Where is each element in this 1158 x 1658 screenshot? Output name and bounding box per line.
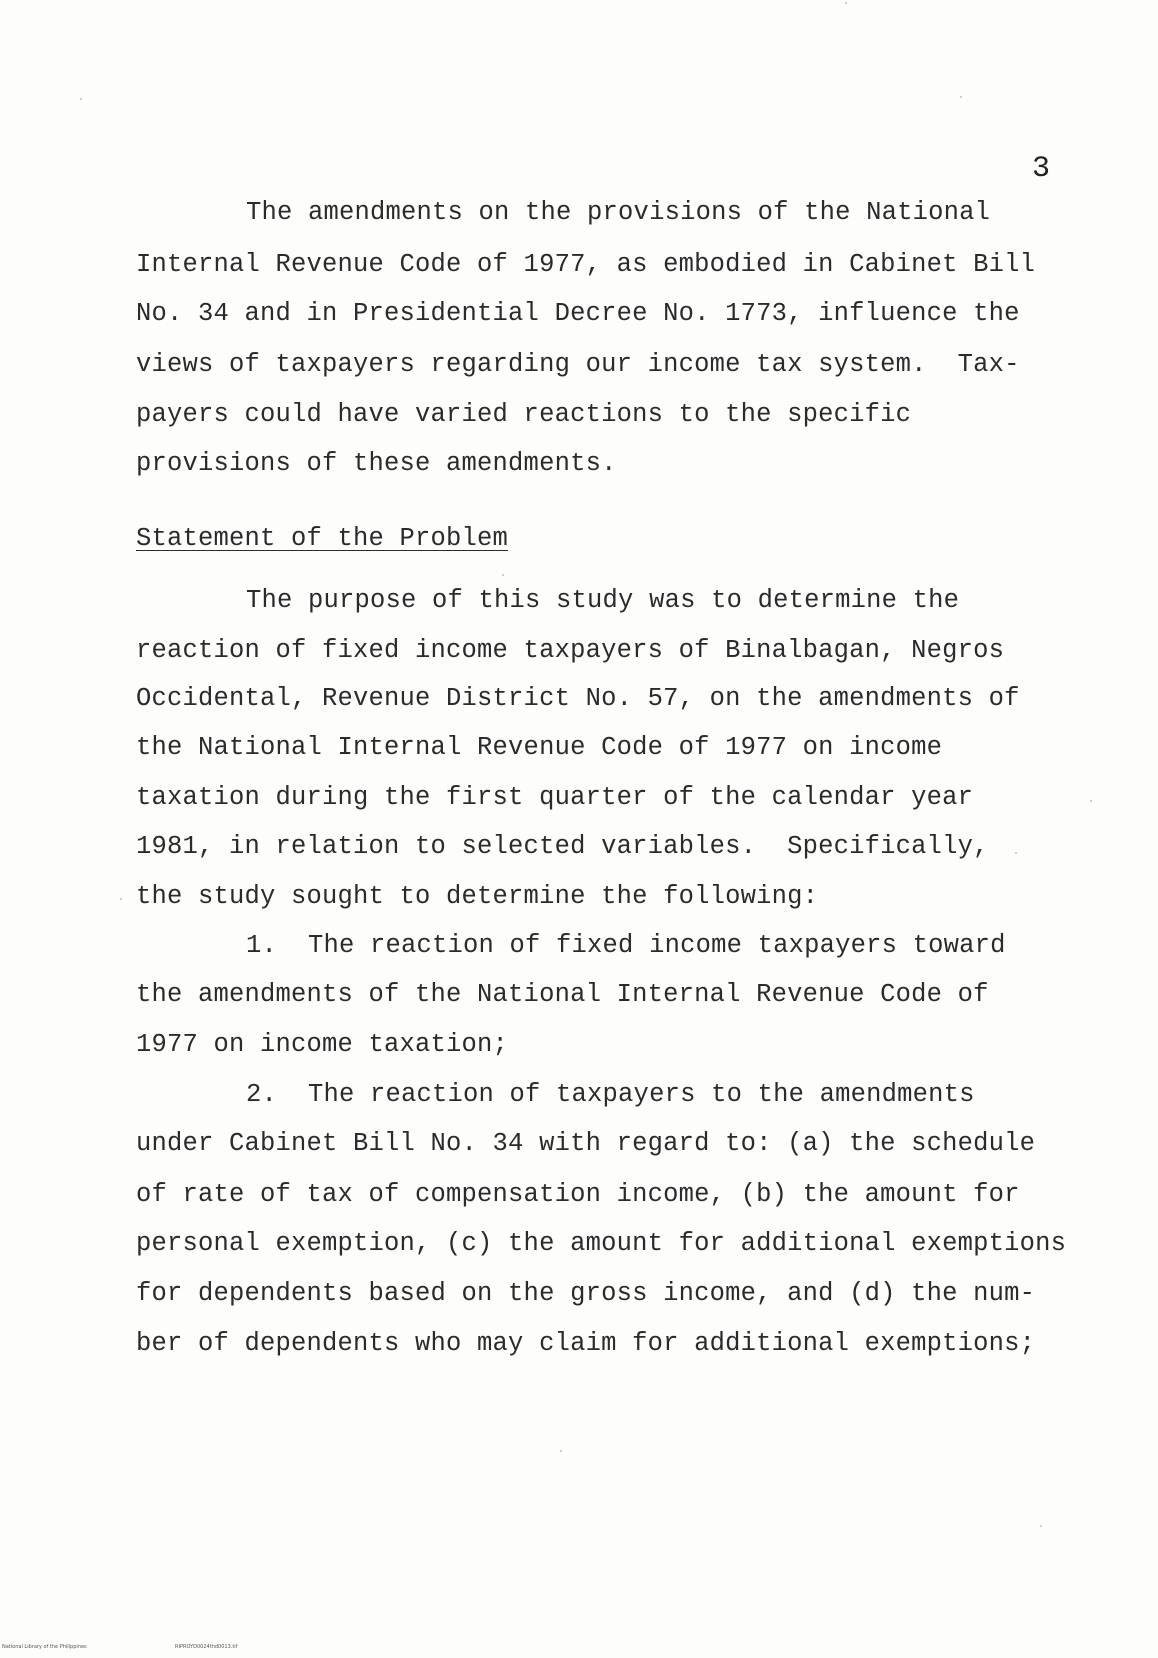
paragraph-2-line-5: taxation during the first quarter of the calendar year — [136, 783, 974, 812]
list-item-1-line-2: the amendments of the National Internal Revenue Code of — [136, 980, 989, 1009]
paragraph-2-line-1: The purpose of this study was to determine the — [246, 586, 960, 615]
scan-speck — [560, 1450, 562, 1452]
paragraph-1-line-6: provisions of these amendments. — [136, 449, 617, 478]
paragraph-2-line-6: 1981, in relation to selected variables. Specifically, — [136, 832, 989, 861]
scan-speck — [80, 98, 82, 100]
paragraph-2-line-7: the study sought to determine the following: — [136, 882, 819, 911]
paragraph-1-line-4: views of taxpayers regarding our income tax system. Tax- — [136, 350, 1020, 379]
paragraph-2-line-4: the National Internal Revenue Code of 1977 on income — [136, 733, 943, 762]
list-item-2-line-1: 2. The reaction of taxpayers to the amendments — [246, 1080, 975, 1109]
list-item-2-line-2: under Cabinet Bill No. 34 with regard to: (a) the schedule — [136, 1129, 1036, 1158]
paragraph-1-line-5: payers could have varied reactions to the specific — [136, 400, 912, 429]
list-item-2-line-6: ber of dependents who may claim for additional exemptions; — [136, 1329, 1036, 1358]
paragraph-1-line-3: No. 34 and in Presidential Decree No. 1773, influence the — [136, 299, 1020, 328]
page-number: 3 — [1032, 152, 1051, 186]
list-item-1-line-3: 1977 on income taxation; — [136, 1030, 509, 1059]
scan-speck — [120, 898, 122, 900]
list-item-2-line-3: of rate of tax of compensation income, (b) the amount for — [136, 1180, 1020, 1209]
list-item-1-line-1: 1. The reaction of fixed income taxpayers toward — [246, 931, 1006, 960]
list-item-2-line-4: personal exemption, (c) the amount for additional exemptions — [136, 1229, 1067, 1258]
paragraph-2-line-2: reaction of fixed income taxpayers of Binalbagan, Negros — [136, 636, 1005, 665]
paragraph-2-line-3: Occidental, Revenue District No. 57, on the amendments of — [136, 684, 1020, 713]
paragraph-1-line-1: The amendments on the provisions of the National — [246, 198, 991, 227]
list-item-2-line-5: for dependents based on the gross income, and (d) the num- — [136, 1279, 1036, 1308]
section-heading: Statement of the Problem — [136, 524, 509, 553]
scan-speck — [502, 574, 504, 576]
footer-library-name: National Library of the Philippines — [2, 1644, 87, 1650]
scan-speck — [1090, 800, 1092, 802]
scan-speck — [1040, 1525, 1042, 1527]
paragraph-1-line-2: Internal Revenue Code of 1977, as embodied in Cabinet Bill — [136, 250, 1036, 279]
scan-speck — [960, 96, 962, 98]
scan-speck — [845, 2, 847, 4]
scan-speck — [1015, 852, 1017, 854]
footer-file-id: RIPROYD0024thd0013.tif — [175, 1644, 238, 1650]
